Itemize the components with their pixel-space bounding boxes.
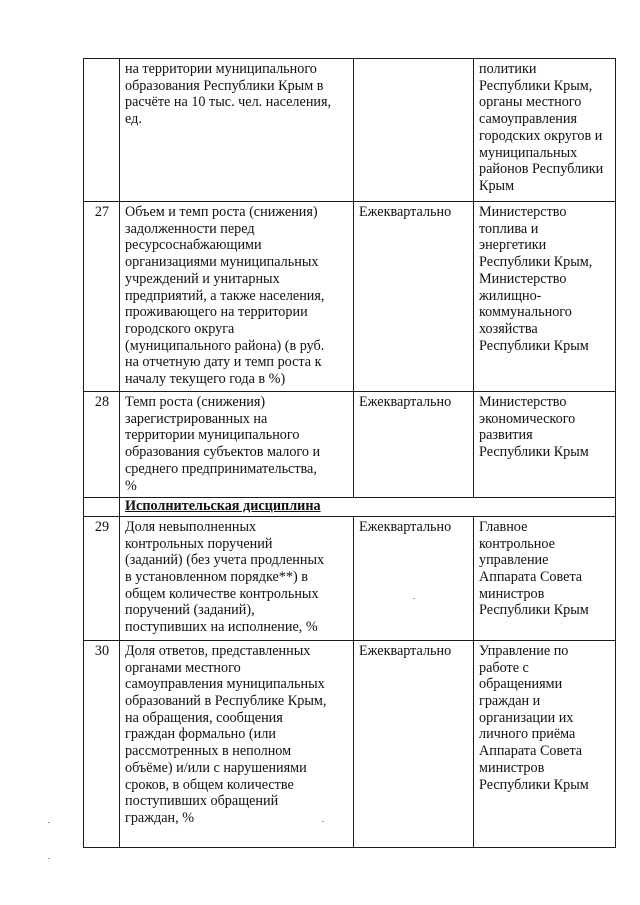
section-title: Исполнительская дисциплина [120,498,616,517]
indicators-table [83,58,616,848]
responsible-body: Главное контрольное управление Аппарата Совета министров Республики Крым [474,516,616,640]
responsible-body: политики Республики Крым, органы местного самоуправления городских округов и муниципальных районов Республики Крым [474,59,616,202]
section-row [84,498,616,517]
scan-speck [413,598,415,599]
reporting-period: Ежеквартально [354,516,474,640]
table-row [84,516,616,640]
row-number [84,59,120,202]
table-row [84,202,616,392]
indicator-name: Темп роста (снижения) зарегистрированных на территории муниципального образования субъектов малого и среднего предпринимательства, % [120,392,354,498]
reporting-period: Ежеквартально [354,202,474,392]
row-number: 30 [84,640,120,847]
reporting-period: Ежеквартально [354,640,474,847]
scan-speck [322,821,324,822]
reporting-period [354,59,474,202]
reporting-period: Ежеквартально [354,392,474,498]
responsible-body: Управление по работе с обращениями граждан и организации их личного приёма Аппарата Совета министров Республики Крым [474,640,616,847]
section-number-cell [84,498,120,517]
responsible-body: Министерство экономического развития Республики Крым [474,392,616,498]
responsible-body: Министерство топлива и энергетики Республики Крым, Министерство жилищно- коммунального хозяйства Республики Крым [474,202,616,392]
indicator-name: Объем и темп роста (снижения) задолженности перед ресурсоснабжающими организациями муниципальных учреждений и унитарных предприятий, а также населения, проживающего на территории городского округа (муниципального района) (в руб. на отчетную дату и темп роста к началу текущего года в %) [120,202,354,392]
row-number: 28 [84,392,120,498]
row-number: 29 [84,516,120,640]
table-row [84,59,616,202]
table-row [84,392,616,498]
row-number: 27 [84,202,120,392]
scan-speck [48,822,50,823]
scan-speck [48,858,50,859]
indicator-name: Доля ответов, представленных органами местного самоуправления муниципальных образований в Республике Крым, на обращения, сообщения граждан формально (или рассмотренных в неполном объёме) и/или с нарушениями сроков, в общем количестве поступивших обращений граждан, % [120,640,354,847]
table-row [84,640,616,847]
indicator-name: на территории муниципального образования Республики Крым в расчёте на 10 тыс. чел. населения, ед. [120,59,354,202]
indicator-name: Доля невыполненных контрольных поручений (заданий) (без учета продленных в установленном порядке**) в общем количестве контрольных поручений (заданий), поступивших на исполнение, % [120,516,354,640]
